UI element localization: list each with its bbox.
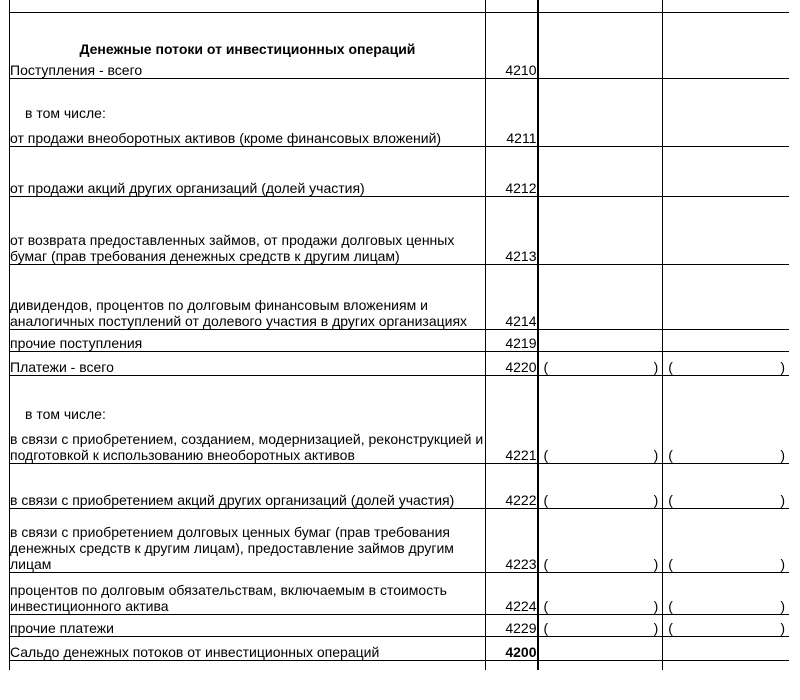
value-cell-current[interactable] [538, 508, 663, 572]
table-row [10, 614, 790, 636]
row-label: дивидендов, процентов по долговым финансовым вложениям и аналогичных поступлений от долевого участия в других организациях [10, 264, 486, 329]
row-code: 4214 [485, 264, 537, 329]
value-cell-current[interactable] [538, 264, 663, 329]
row-code: 4220 [485, 351, 537, 375]
cash-flow-table [9, 13, 789, 670]
value-cell-previous[interactable] [663, 463, 789, 508]
table-row [10, 572, 790, 614]
value-cell-current[interactable] [538, 463, 663, 508]
open-paren: ( [668, 555, 673, 572]
close-paren: ) [780, 619, 785, 636]
close-paren: ) [780, 555, 785, 572]
open-paren: ( [543, 358, 549, 375]
value-cell-previous[interactable] [663, 375, 789, 463]
close-paren: ) [653, 491, 659, 508]
row-code: 4229 [485, 614, 537, 636]
row-label: процентов по долговым обязательствам, включаемым в стоимость инвестиционного актива [10, 572, 486, 614]
table-row [10, 351, 790, 375]
value-cell-previous[interactable] [663, 351, 789, 375]
table-row [10, 508, 790, 572]
row-label: Поступления - всего [10, 57, 486, 78]
table-row [10, 78, 790, 146]
subheading-in-that-number: в том числе: [25, 405, 106, 422]
row-code: 4200 [485, 636, 537, 660]
open-paren: ( [668, 597, 673, 614]
row-label-cell [10, 375, 486, 463]
value-cell-current[interactable] [538, 572, 663, 614]
close-paren: ) [653, 446, 659, 463]
open-paren: ( [543, 555, 549, 572]
table-row [10, 196, 790, 264]
row-code: 4219 [485, 329, 537, 351]
open-paren: ( [668, 619, 673, 636]
close-paren: ) [780, 491, 785, 508]
cash-flow-table-wrapper [9, 0, 789, 670]
row-label: Платежи - всего [10, 351, 486, 375]
open-paren: ( [543, 446, 549, 463]
close-paren: ) [653, 555, 659, 572]
row-code: 4223 [485, 508, 537, 572]
value-cell-current[interactable] [538, 636, 663, 660]
value-cell-current [538, 13, 663, 57]
code-cell [485, 13, 537, 57]
table-row-total [10, 636, 790, 660]
row-label: в связи с приобретением долговых ценных бумаг (прав требования денежных средств к другим лицам), предоставление займов другим лицам [10, 508, 486, 572]
table-row [10, 57, 790, 78]
row-code: 4224 [485, 572, 537, 614]
row-label: прочие платежи [10, 614, 486, 636]
row-code: 4221 [485, 375, 537, 463]
row-code: 4211 [485, 78, 537, 146]
value-cell-current[interactable] [538, 351, 663, 375]
section-header-row [10, 13, 790, 57]
close-paren: ) [780, 597, 785, 614]
close-paren: ) [653, 619, 659, 636]
value-cell-previous[interactable] [663, 146, 789, 196]
value-cell-current [538, 660, 663, 670]
next-row-fragment [10, 660, 790, 670]
value-cell-previous[interactable] [663, 508, 789, 572]
value-cell-current[interactable] [538, 329, 663, 351]
value-cell-current[interactable] [538, 57, 663, 78]
table-row [10, 146, 790, 196]
section-title: Денежные потоки от инвестиционных операций [10, 13, 486, 57]
open-paren: ( [543, 619, 549, 636]
open-paren: ( [668, 446, 673, 463]
row-label-cell [10, 78, 486, 146]
value-cell-current[interactable] [538, 146, 663, 196]
open-paren: ( [668, 358, 673, 375]
value-cell-previous[interactable] [663, 572, 789, 614]
value-cell-previous[interactable] [663, 57, 789, 78]
row-code: 4212 [485, 146, 537, 196]
row-label-cell [10, 660, 486, 670]
value-cell-previous[interactable] [663, 329, 789, 351]
row-label: в связи с приобретением, созданием, модернизацией, реконструкцией и подготовкой к использованию внеоборотных активов [10, 430, 484, 463]
subheading-in-that-number: в том числе: [25, 104, 106, 121]
open-paren: ( [543, 491, 549, 508]
table-row [10, 264, 790, 329]
row-label: прочие поступления [10, 329, 486, 351]
value-cell-previous [663, 660, 789, 670]
row-label: от продажи внеоборотных активов (кроме финансовых вложений) [10, 129, 442, 146]
close-paren: ) [780, 358, 785, 375]
open-paren: ( [668, 491, 673, 508]
row-code: 4213 [485, 196, 537, 264]
row-code: 4210 [485, 57, 537, 78]
row-label: в связи с приобретением акций других организаций (долей участия) [10, 463, 486, 508]
value-cell-previous[interactable] [663, 196, 789, 264]
value-cell-previous[interactable] [663, 78, 789, 146]
value-cell-previous[interactable] [663, 614, 789, 636]
value-cell-current[interactable] [538, 196, 663, 264]
value-cell-current[interactable] [538, 375, 663, 463]
value-cell-current[interactable] [538, 614, 663, 636]
row-label: Сальдо денежных потоков от инвестиционных операций [10, 636, 486, 660]
value-cell-previous[interactable] [663, 636, 789, 660]
previous-row-fragment [9, 0, 789, 13]
table-row [10, 463, 790, 508]
row-code: 4222 [485, 463, 537, 508]
value-cell-current[interactable] [538, 78, 663, 146]
table-row [10, 329, 790, 351]
close-paren: ) [653, 358, 659, 375]
close-paren: ) [653, 597, 659, 614]
open-paren: ( [543, 597, 549, 614]
row-label: от возврата предоставленных займов, от продажи долговых ценных бумаг (прав требования денежных средств к другим лицам) [10, 196, 486, 264]
value-cell-previous[interactable] [663, 264, 789, 329]
table-row [10, 375, 790, 463]
close-paren: ) [780, 446, 785, 463]
row-label: от продажи акций других организаций (долей участия) [10, 146, 486, 196]
row-code [485, 660, 537, 670]
value-cell-previous [663, 13, 789, 57]
